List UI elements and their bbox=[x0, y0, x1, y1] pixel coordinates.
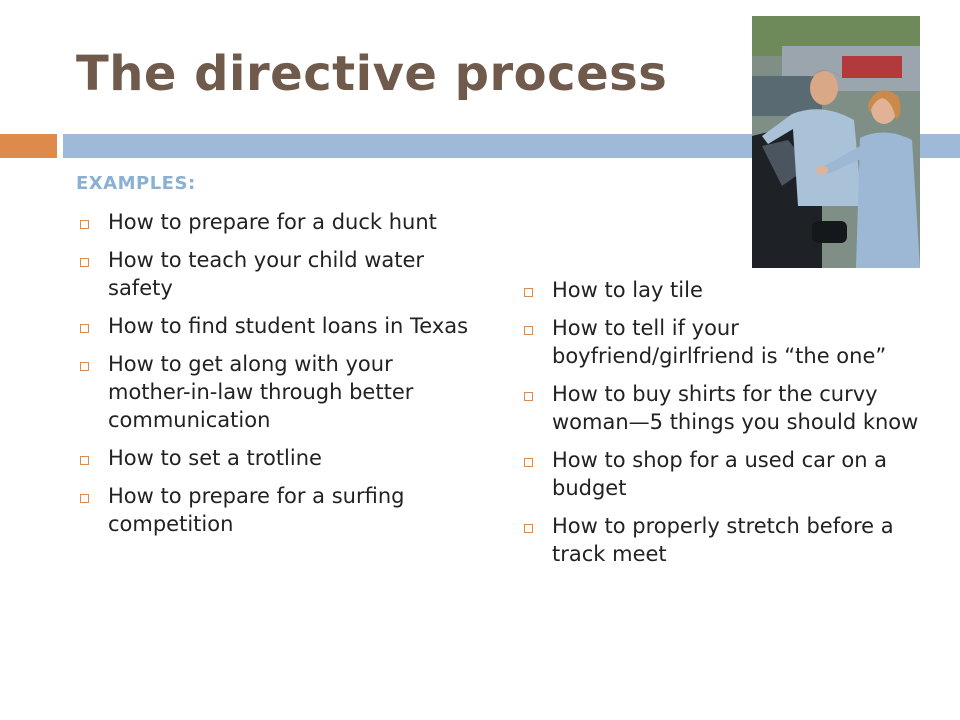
hollow-square-bullet-icon bbox=[80, 494, 89, 503]
list-item-text: How to shop for a used car on a budget bbox=[552, 448, 888, 500]
list-item bbox=[76, 350, 476, 434]
list-item bbox=[520, 446, 920, 502]
examples-list-left bbox=[76, 208, 476, 548]
list-item bbox=[76, 482, 476, 538]
list-item bbox=[520, 380, 920, 436]
list-item-text: How to get along with your mother-in-law through better communication bbox=[108, 352, 414, 432]
slide-title: The directive process bbox=[76, 46, 668, 102]
hollow-square-bullet-icon bbox=[80, 324, 89, 333]
list-item-text: How to buy shirts for the curvy woman—5 things you should know bbox=[552, 382, 919, 434]
hollow-square-bullet-icon bbox=[80, 220, 89, 229]
list-item bbox=[76, 312, 476, 340]
examples-heading: EXAMPLES: bbox=[76, 173, 196, 194]
list-item-text: How to prepare for a duck hunt bbox=[108, 210, 437, 234]
list-item bbox=[76, 444, 476, 472]
accent-bar-orange bbox=[0, 134, 57, 158]
hollow-square-bullet-icon bbox=[80, 456, 89, 465]
list-item-text: How to teach your child water safety bbox=[108, 248, 425, 300]
photo-couple-car-shopping bbox=[752, 16, 920, 268]
list-item bbox=[76, 208, 476, 236]
hollow-square-bullet-icon bbox=[524, 392, 533, 401]
list-item-text: How to properly stretch before a track meet bbox=[552, 514, 894, 566]
list-item bbox=[520, 276, 920, 304]
hollow-square-bullet-icon bbox=[524, 288, 533, 297]
hollow-square-bullet-icon bbox=[524, 326, 533, 335]
list-item bbox=[76, 246, 476, 302]
hollow-square-bullet-icon bbox=[80, 362, 89, 371]
list-item bbox=[520, 314, 920, 370]
hollow-square-bullet-icon bbox=[80, 258, 89, 267]
hollow-square-bullet-icon bbox=[524, 458, 533, 467]
list-item bbox=[520, 512, 920, 568]
list-item-text: How to find student loans in Texas bbox=[108, 314, 469, 338]
list-item-text: How to tell if your boyfriend/girlfriend is “the one” bbox=[552, 316, 887, 368]
list-item-text: How to lay tile bbox=[552, 278, 703, 302]
list-item-text: How to prepare for a surfing competition bbox=[108, 484, 405, 536]
list-item-text: How to set a trotline bbox=[108, 446, 322, 470]
hollow-square-bullet-icon bbox=[524, 524, 533, 533]
examples-list-right bbox=[520, 276, 920, 578]
